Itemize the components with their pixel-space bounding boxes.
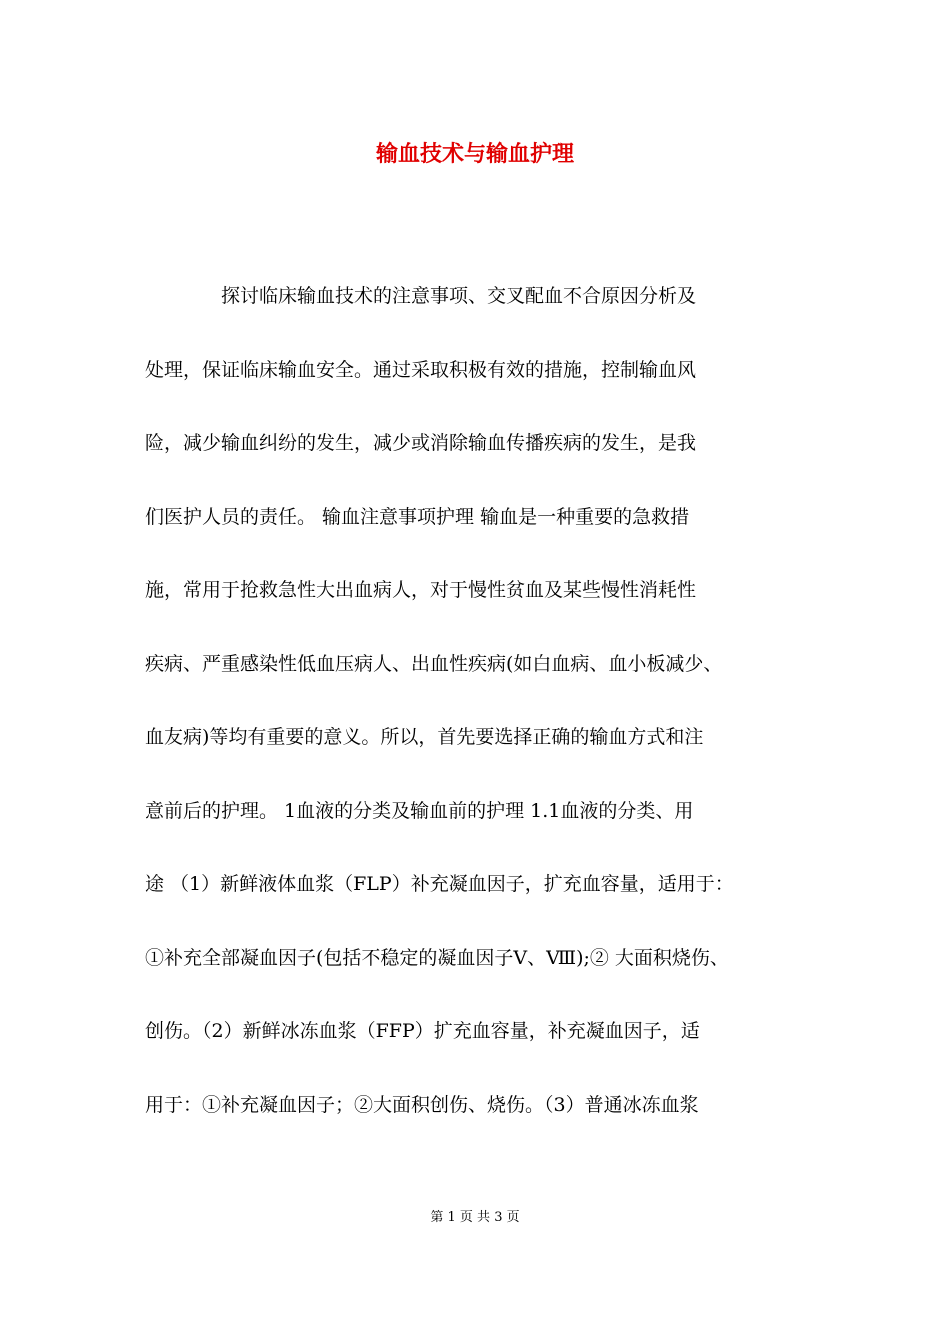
document-body	[145, 276, 845, 1158]
body-line: 险，减少输血纠纷的发生，减少或消除输血传播疾病的发生，是我	[145, 432, 697, 454]
body-line: 们医护人员的责任。 输血注意事项护理 输血是一种重要的急救措	[145, 505, 690, 528]
page-number: 第 1 页 共 3 页	[430, 1210, 520, 1225]
body-line: 施，常用于抢救急性大出血病人，对于慢性贫血及某些慢性消耗性	[145, 579, 697, 601]
body-line: 处理，保证临床输血安全。通过采取积极有效的措施，控制输血风	[145, 358, 697, 381]
body-line: 探讨临床输血技术的注意事项、交叉配血不合原因分析及	[145, 285, 697, 307]
document-title: 输血技术与输血护理	[375, 141, 574, 167]
body-line: 途 （1）新鲜液体血浆（FLP）补充凝血因子，扩充血容量，适用于：	[145, 873, 734, 895]
body-line: 意前后的护理。 1血液的分类及输血前的护理 1.1血液的分类、用	[145, 799, 694, 822]
body-line: ①补充全部凝血因子(包括不稳定的凝血因子Ⅴ、Ⅷ);② 大面积烧伤、	[145, 946, 729, 969]
body-line: 用于：①补充凝血因子；②大面积创伤、烧伤。（3）普通冰冻血浆	[145, 1093, 699, 1116]
body-line: 创伤。（2）新鲜冰冻血浆（FFP）扩充血容量，补充凝血因子，适	[145, 1020, 700, 1042]
body-line: 血友病)等均有重要的意义。所以，首先要选择正确的输血方式和注	[145, 726, 704, 748]
body-line: 疾病、严重感染性低血压病人、出血性疾病(如白血病、血小板减少、	[145, 652, 723, 675]
